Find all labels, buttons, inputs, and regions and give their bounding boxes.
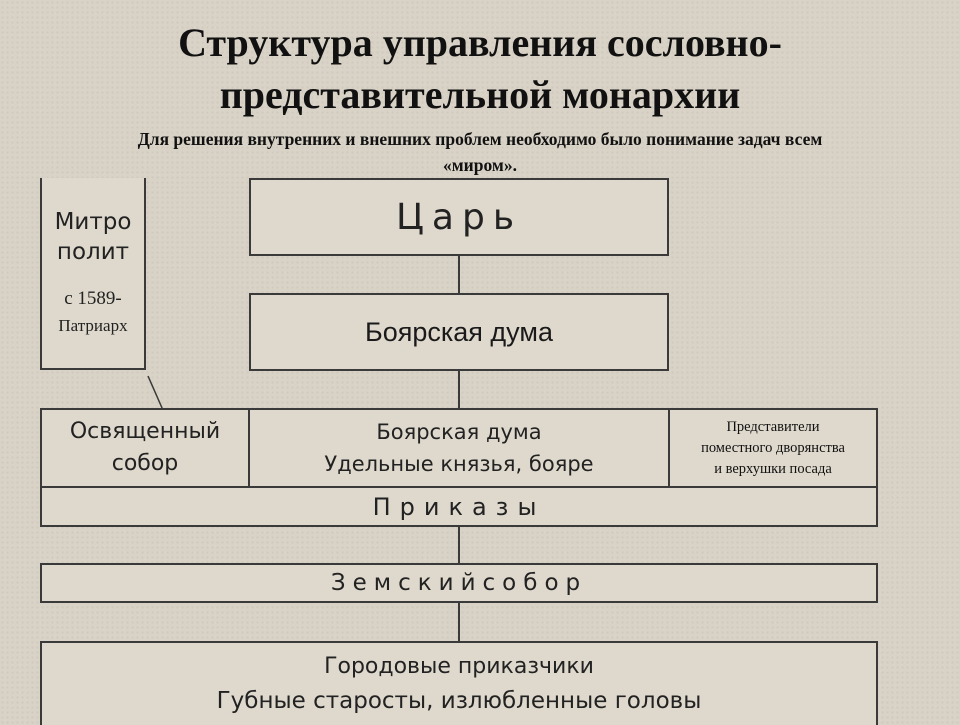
representatives-line-3: и верхушки посада	[714, 460, 832, 477]
page-title-line-1: Структура управления сословно-	[178, 20, 782, 65]
page-title-line-2: представительной монархии	[219, 72, 741, 117]
prikazy-box	[40, 486, 878, 527]
subtitle	[6, 126, 954, 178]
local-officials-line-1: Городовые приказчики	[324, 654, 594, 679]
connector-prikazy-zemsky	[458, 526, 460, 564]
metropolitan-line-2: полит	[56, 239, 130, 265]
boyar-duma-box	[249, 293, 669, 371]
metropolitan-box	[40, 178, 146, 370]
connector-zemsky-bottom	[458, 602, 460, 642]
consecrated-council-line-2: собор	[111, 451, 179, 476]
tsar-label: Царь	[395, 196, 523, 238]
prikazy-label: Приказы	[372, 492, 546, 521]
metropolitan-line-1: Митро	[54, 209, 132, 235]
consecrated-council-line-1: Освященный	[69, 419, 221, 444]
zemsky-sobor-label: Земскийсобор	[330, 570, 588, 596]
boyar-duma-label: Боярская дума	[365, 316, 553, 347]
connector-duma-council	[458, 370, 460, 410]
boyar-princes-cell	[250, 410, 670, 486]
representatives-cell	[670, 410, 876, 486]
council-row	[40, 408, 878, 488]
consecrated-council-cell	[42, 410, 250, 486]
subtitle-line-1: Для решения внутренних и внешних проблем необходимо было понимание задач всем	[137, 129, 823, 149]
tsar-box	[249, 178, 669, 256]
connector-tsar-duma	[458, 255, 460, 294]
subtitle-line-2: «миром».	[443, 155, 517, 175]
metropolitan-line-3: с 1589-	[64, 288, 122, 309]
metropolitan-line-4: Патриарх	[58, 316, 128, 335]
zemsky-sobor-box	[40, 563, 878, 603]
representatives-line-1: Представители	[726, 418, 820, 435]
representatives-line-2: поместного дворянства	[701, 439, 845, 456]
local-officials-box	[40, 641, 878, 725]
boyar-princes-line-2: Удельные князья, бояре	[324, 452, 594, 476]
boyar-princes-line-1: Боярская дума	[376, 420, 542, 444]
local-officials-line-2: Губные старосты, излюбленные головы	[216, 688, 702, 714]
